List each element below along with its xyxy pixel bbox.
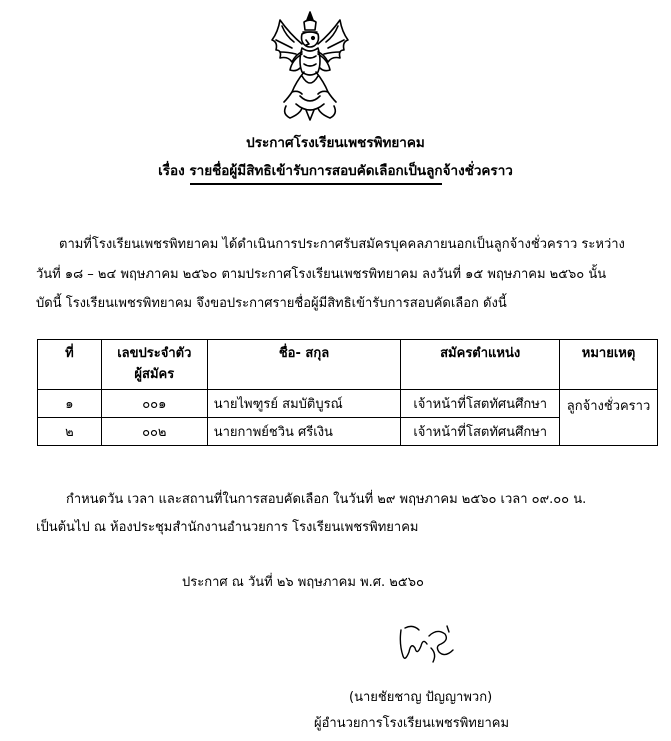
signature [395, 622, 461, 668]
cell-applicant-id: ๐๐๒ [101, 418, 207, 446]
body-line-2: วันที่ ๑๘ – ๒๔ พฤษภาคม ๒๕๖๐ ตามประกาศโรงเรียนเพชรพิทยาคม ลงวันที่ ๑๕ พฤษภาคม ๒๕๖๐ นั้น [36, 267, 607, 282]
cell-position: เจ้าหน้าที่โสตทัศนศึกษา [401, 390, 560, 418]
body-line-3: บัดนี้ โรงเรียนเพชรพิทยาคม จึงขอประกาศรายชื่อผู้มีสิทธิเข้ารับการสอบคัดเลือก ดังนี้ [36, 296, 507, 311]
header-applicant-id-line-2: ผู้สมัคร [134, 367, 175, 382]
table-header-row [38, 340, 658, 390]
header-applicant-id [101, 340, 207, 390]
cell-position: เจ้าหน้าที่โสตทัศนศึกษา [401, 418, 560, 446]
cell-name: นายกาพย์ชวิน ศรีเงิน [207, 418, 401, 446]
candidate-table [37, 339, 658, 446]
cell-name: นายไพฑูรย์ สมบัติบูรณ์ [207, 390, 401, 418]
header-remark: หมายเหตุ [560, 340, 658, 390]
announcement-title: ประกาศโรงเรียนเพชรพิทยาคม [246, 135, 425, 151]
header-position: สมัครตำแหน่ง [401, 340, 560, 390]
cell-no: ๒ [38, 418, 102, 446]
schedule-line-1: กำหนดวัน เวลา และสถานที่ในการสอบคัดเลือก ในวันที่ ๒๙ พฤษภาคม ๒๕๖๐ เวลา ๐๙.๐๐ น. [66, 492, 587, 507]
announcement-subject: เรื่อง รายชื่อผู้มีสิทธิเข้ารับการสอบคัดเลือกเป็นลูกจ้างชั่วคราว [158, 163, 513, 179]
announcement-date: ประกาศ ณ วันที่ ๒๖ พฤษภาคม พ.ศ. ๒๕๖๐ [182, 575, 424, 590]
schedule-line-2: เป็นต้นไป ณ ห้องประชุมสำนักงานอำนวยการ โรงเรียนเพชรพิทยาคม [36, 520, 419, 535]
header-name: ชื่อ- สกุล [207, 340, 401, 390]
body-line-1: ตามที่โรงเรียนเพชรพิทยาคม ได้ดำเนินการประกาศรับสมัครบุคคลภายนอกเป็นลูกจ้างชั่วคราว ระหว่าง [59, 237, 625, 252]
table-row [38, 390, 658, 418]
cell-remark: ลูกจ้างชั่วคราว [560, 390, 658, 446]
cell-applicant-id: ๐๐๑ [101, 390, 207, 418]
header-no: ที่ [38, 340, 102, 390]
signer-title: ผู้อำนวยการโรงเรียนเพชรพิทยาคม [314, 716, 510, 731]
cell-no: ๑ [38, 390, 102, 418]
garuda-emblem [262, 10, 358, 122]
header-applicant-id-line-1: เลขประจำตัว [117, 346, 192, 361]
title-underline [190, 183, 442, 185]
signer-name: (นายชัยชาญ ปัญญาพวก) [349, 690, 493, 705]
